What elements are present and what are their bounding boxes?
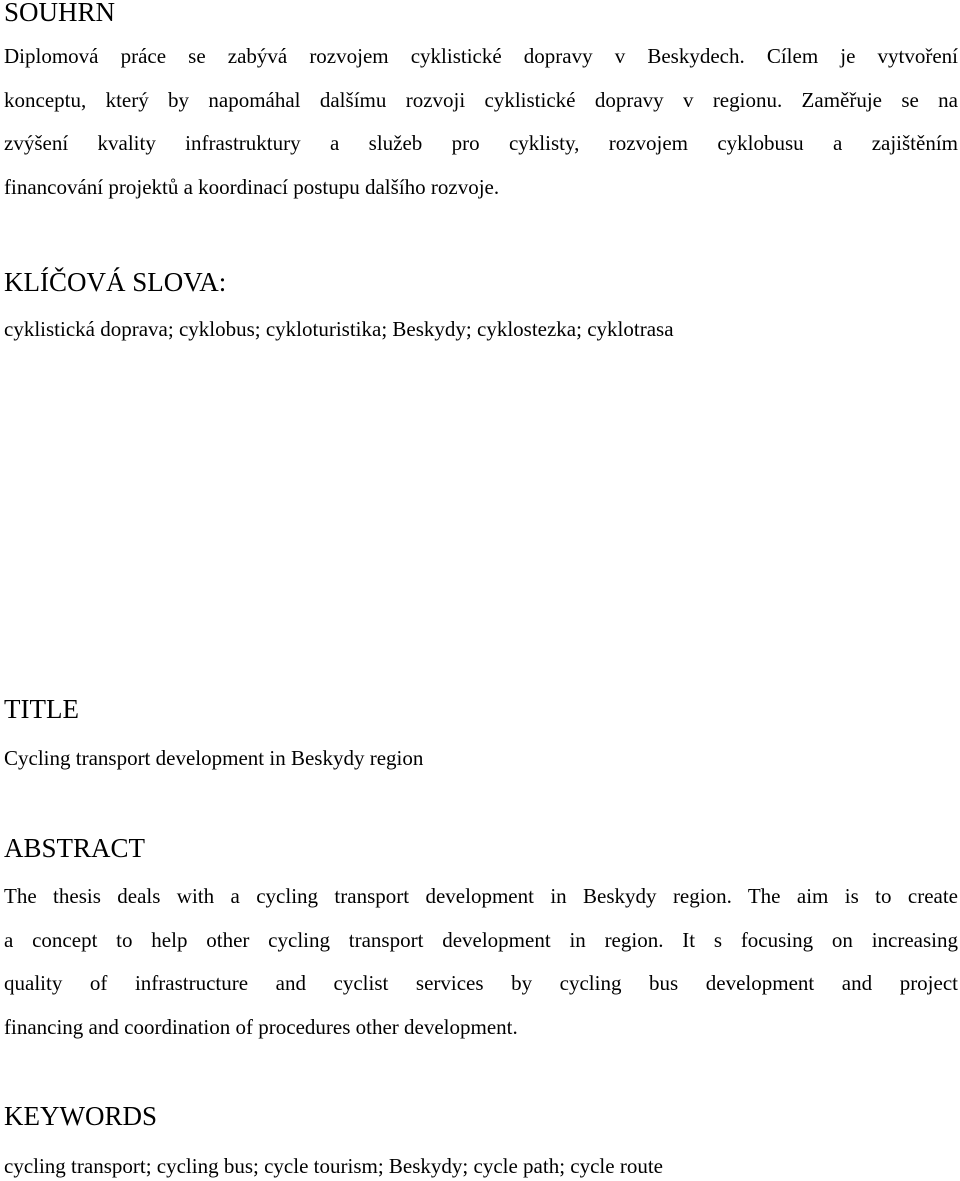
title-heading: TITLE <box>4 694 79 724</box>
souhrn-line: konceptu, který by napomáhal dalšímu rozvoji cyklistické dopravy v regionu. Zaměřuje se na <box>4 87 958 112</box>
keywords-text: cycling transport; cycling bus; cycle tourism; Beskydy; cycle path; cycle route <box>4 1154 663 1178</box>
abstract-line: quality of infrastructure and cyclist services by cycling bus development and project <box>4 971 958 995</box>
title-text: Cycling transport development in Beskydy region <box>4 746 424 770</box>
klicova-slova-heading: KLÍČOVÁ SLOVA: <box>4 267 227 297</box>
souhrn-heading: SOUHRN <box>4 0 116 27</box>
souhrn-line: financování projektů a koordinací postupu dalšího rozvoje. <box>4 174 500 199</box>
abstract-line: The thesis deals with a cycling transport development in Beskydy region. The aim is to create <box>4 884 958 908</box>
abstract-heading: ABSTRACT <box>4 833 146 863</box>
abstract-line: financing and coordination of procedures other development. <box>4 1014 518 1039</box>
souhrn-line: Diplomová práce se zabývá rozvojem cyklistické dopravy v Beskydech. Cílem je vytvoření <box>4 44 958 68</box>
souhrn-line: zvýšení kvality infrastruktury a služeb pro cyklisty, rozvojem cyklobusu a zajištěním <box>4 131 958 155</box>
keywords-heading: KEYWORDS <box>4 1101 157 1131</box>
abstract-line: a concept to help other cycling transport development in region. It s focusing on increasing <box>4 927 958 952</box>
abstract-paragraph <box>4 875 958 1049</box>
klicova-slova-text: cyklistická doprava; cyklobus; cykloturistika; Beskydy; cyklostezka; cyklotrasa <box>4 317 674 341</box>
souhrn-paragraph <box>4 35 958 209</box>
